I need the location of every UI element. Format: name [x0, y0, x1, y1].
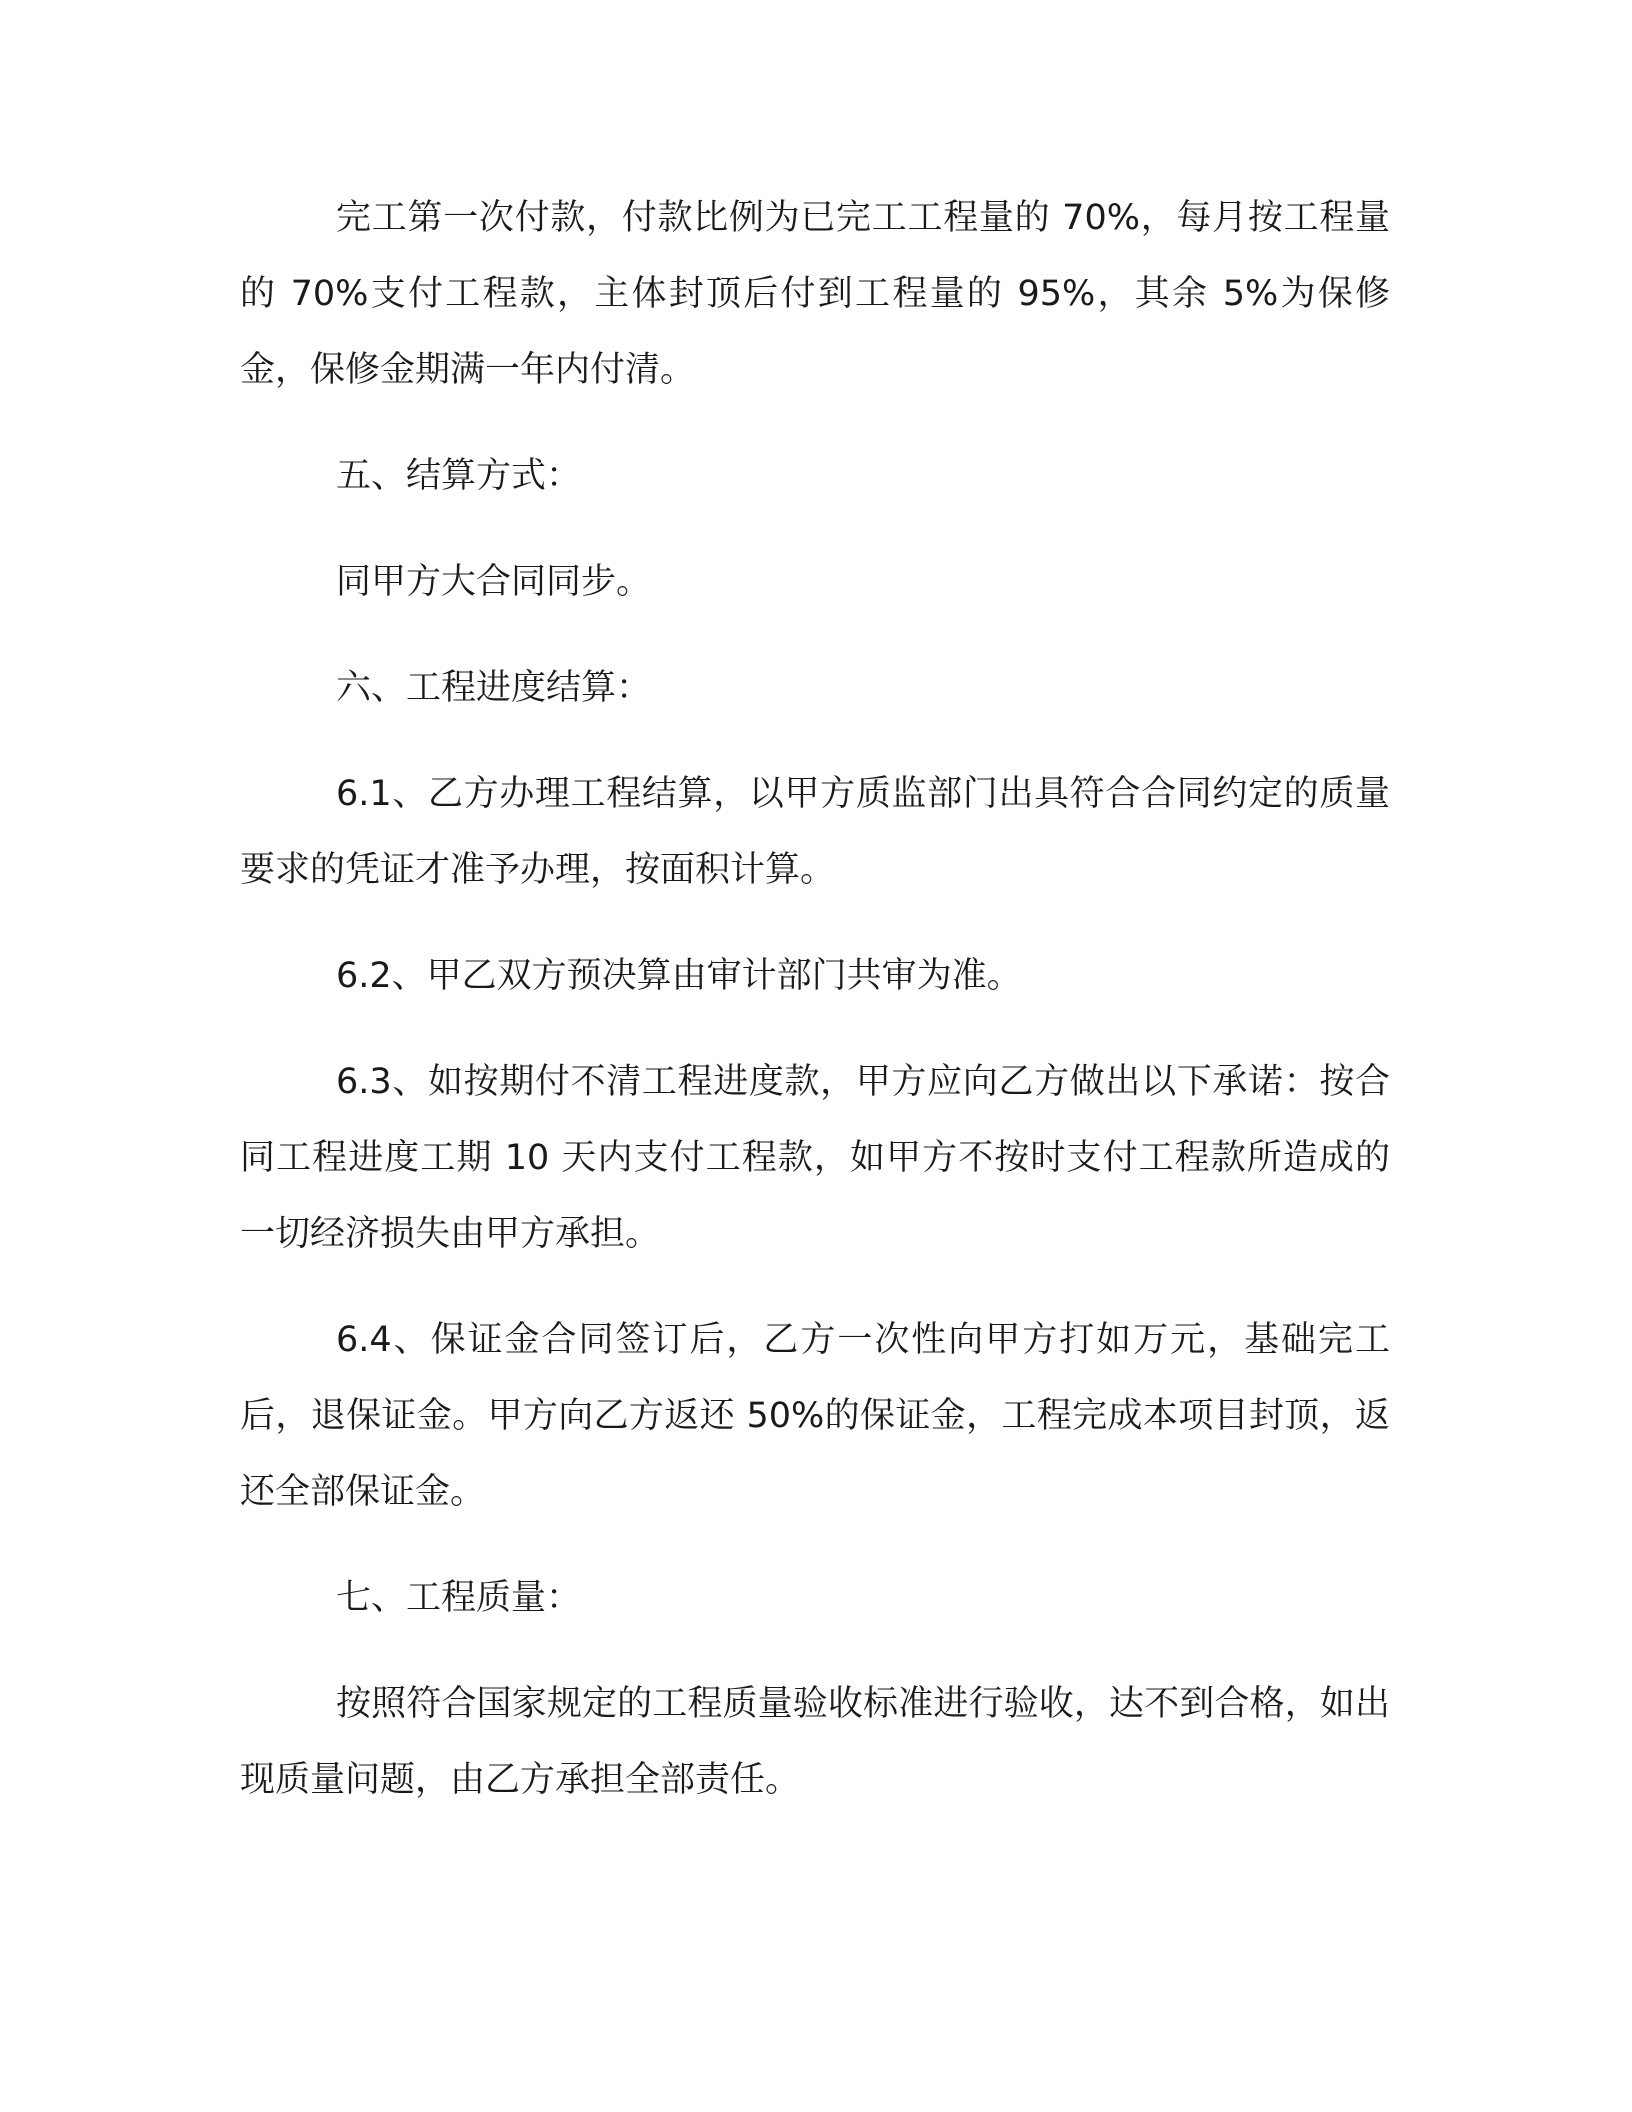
section-heading-settlement-method: 五、结算方式：: [336, 456, 582, 496]
paragraph-clause-6-4: 6.4、保证金合同签订后，乙方一次性向甲方打如万元，基础完工后，退保证金。甲方向乙方返还 50%的保证金，工程完成本项目封顶，返还全部保证金。: [240, 1320, 1390, 1512]
paragraph-clause-6-1: 6.1、乙方办理工程结算，以甲方质监部门出具符合合同约定的质量要求的凭证才准予办理，按面积计算。: [240, 774, 1390, 890]
section-heading-progress-settlement: 六、工程进度结算：: [336, 668, 652, 708]
section-heading-quality: 七、工程质量：: [336, 1578, 582, 1618]
paragraph-quality-standard: 按照符合国家规定的工程质量验收标准进行验收，达不到合格，如出现质量问题，由乙方承担全部责任。: [240, 1684, 1390, 1800]
paragraph-payment-terms: 完工第一次付款，付款比例为已完工工程量的 70%，每月按工程量的 70%支付工程款，主体封顶后付到工程量的 95%，其余 5%为保修金，保修金期满一年内付清。: [240, 198, 1390, 390]
paragraph-clause-6-2: 6.2、甲乙双方预决算由审计部门共审为准。: [336, 956, 1022, 996]
document-body: [240, 180, 1390, 1848]
paragraph-settlement-sync: 同甲方大合同同步。: [336, 562, 652, 602]
paragraph-clause-6-3: 6.3、如按期付不清工程进度款，甲方应向乙方做出以下承诺：按合同工程进度工期 10 天内支付工程款，如甲方不按时支付工程款所造成的一切经济损失由甲方承担。: [240, 1062, 1390, 1254]
